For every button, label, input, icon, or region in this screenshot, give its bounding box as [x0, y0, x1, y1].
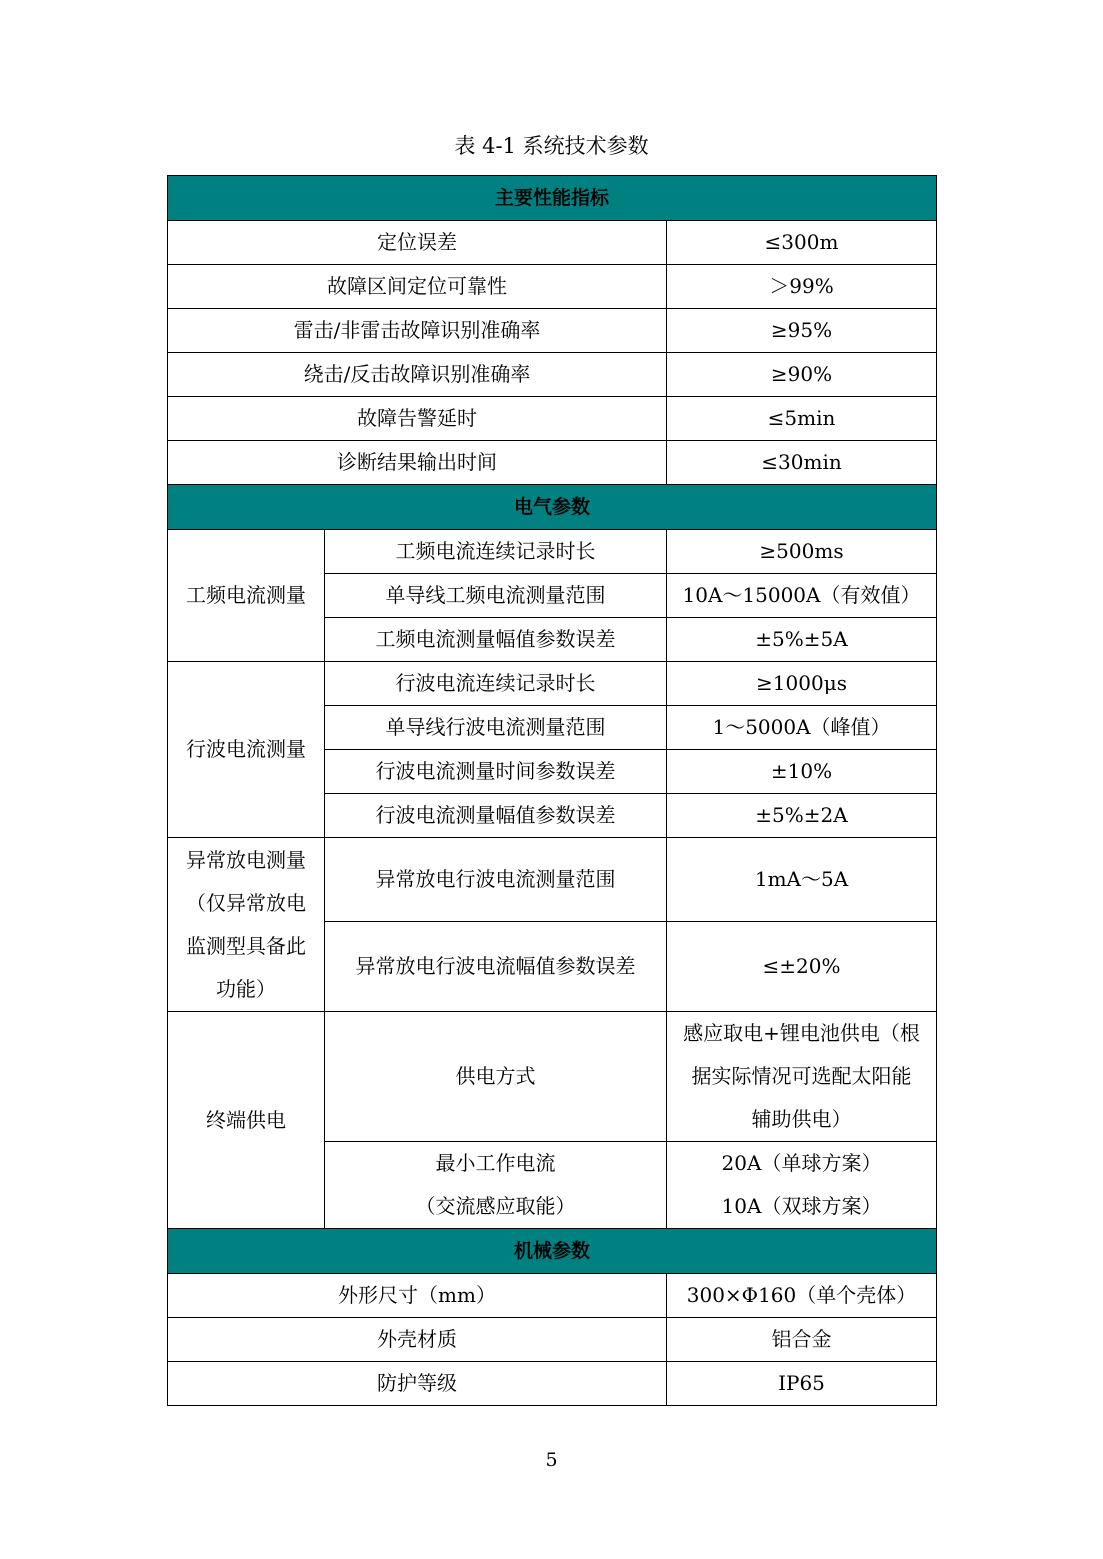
param-label: 雷击/非雷击故障识别准确率 [168, 309, 667, 353]
param-value: 300×Φ160（单个壳体） [667, 1274, 937, 1318]
section-header-performance [168, 176, 937, 221]
label-line: 最小工作电流 [435, 1151, 556, 1175]
section-title: 机械参数 [168, 1229, 937, 1274]
value-line: 感应取电+锂电池供电（根 [683, 1021, 920, 1045]
table-row [168, 1274, 937, 1318]
section-title: 主要性能指标 [168, 176, 937, 221]
table-row [168, 1012, 937, 1142]
section-header-electrical [168, 485, 937, 530]
section-title: 电气参数 [168, 485, 937, 530]
table-row [168, 265, 937, 309]
value-line: 辅助供电） [751, 1107, 852, 1131]
param-value: ≤30min [667, 441, 937, 485]
page-number: 5 [545, 1449, 558, 1471]
group-label-line: （仅异常放电 [186, 890, 306, 915]
table-row [168, 397, 937, 441]
param-label: 行波电流测量时间参数误差 [325, 750, 667, 794]
param-value: ≥500ms [667, 530, 937, 574]
group-label-terminal-power: 终端供电 [168, 1012, 325, 1229]
spec-table [167, 175, 937, 1406]
group-label-line: 异常放电测量 [186, 847, 306, 872]
table-row [168, 662, 937, 706]
param-value: ≤300m [667, 221, 937, 265]
param-value [667, 1012, 937, 1142]
param-value: ±5%±5A [667, 618, 937, 662]
group-label-traveling-wave: 行波电流测量 [168, 662, 325, 838]
group-label-line: 监测型具备此 [186, 933, 306, 958]
param-label: 故障告警延时 [168, 397, 667, 441]
param-label: 工频电流测量幅值参数误差 [325, 618, 667, 662]
group-label-abnormal-discharge [168, 838, 325, 1012]
param-value: ≥90% [667, 353, 937, 397]
param-value: 1mA～5A [667, 838, 937, 922]
param-value [667, 1142, 937, 1229]
value-line: 据实际情况可选配太阳能 [691, 1064, 912, 1088]
param-value: ≥1000μs [667, 662, 937, 706]
value-line: 20A（单球方案） [721, 1151, 882, 1175]
table-row [168, 353, 937, 397]
param-label: 绕击/反击故障识别准确率 [168, 353, 667, 397]
param-label: 工频电流连续记录时长 [325, 530, 667, 574]
param-value: IP65 [667, 1362, 937, 1406]
value-line: 10A（双球方案） [721, 1194, 882, 1218]
param-label: 单导线工频电流测量范围 [325, 574, 667, 618]
table-row [168, 221, 937, 265]
param-label: 故障区间定位可靠性 [168, 265, 667, 309]
param-label: 行波电流连续记录时长 [325, 662, 667, 706]
param-value: ≥95% [667, 309, 937, 353]
table-row [168, 1362, 937, 1406]
group-label-line: 功能） [216, 976, 276, 1001]
param-label: 外壳材质 [168, 1318, 667, 1362]
section-header-mechanical [168, 1229, 937, 1274]
param-label [325, 1142, 667, 1229]
param-label: 外形尺寸（mm） [168, 1274, 667, 1318]
group-label-power-freq: 工频电流测量 [168, 530, 325, 662]
param-value: ＞99% [667, 265, 937, 309]
param-label: 诊断结果输出时间 [168, 441, 667, 485]
table-row [168, 1318, 937, 1362]
param-label: 供电方式 [325, 1012, 667, 1142]
table-row [168, 441, 937, 485]
param-label: 异常放电行波电流幅值参数误差 [325, 922, 667, 1012]
param-label: 单导线行波电流测量范围 [325, 706, 667, 750]
table-row [168, 838, 937, 922]
param-value: 10A～15000A（有效值） [667, 574, 937, 618]
param-value: 铝合金 [667, 1318, 937, 1362]
param-value: ≤5min [667, 397, 937, 441]
param-label: 异常放电行波电流测量范围 [325, 838, 667, 922]
param-label: 行波电流测量幅值参数误差 [325, 794, 667, 838]
param-label: 防护等级 [168, 1362, 667, 1406]
label-line: （交流感应取能） [415, 1194, 576, 1218]
param-label: 定位误差 [168, 221, 667, 265]
param-value: 1～5000A（峰值） [667, 706, 937, 750]
table-caption: 表 4-1 系统技术参数 [454, 134, 649, 158]
param-value: ±10% [667, 750, 937, 794]
param-value: ±5%±2A [667, 794, 937, 838]
param-value: ≤±20% [667, 922, 937, 1012]
table-row [168, 309, 937, 353]
table-row [168, 530, 937, 574]
